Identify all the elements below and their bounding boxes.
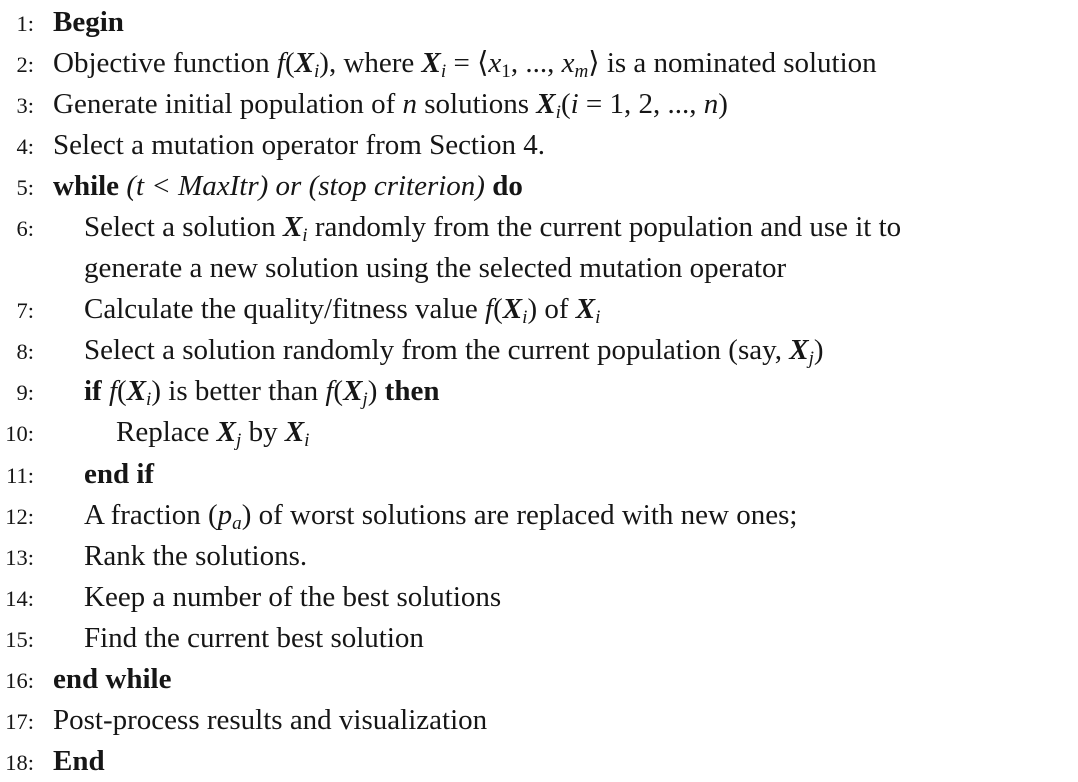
line-text-segment: solutions (417, 88, 537, 121)
line-text-segment: ( (284, 47, 295, 80)
line-text-segment: $p_a$ (217, 498, 242, 534)
line-text-segment: End (53, 744, 105, 777)
algorithm-line (0, 536, 1078, 577)
line-text-segment: Objective function (53, 47, 277, 80)
line-content (84, 293, 601, 329)
line-text-segment: do (492, 170, 523, 203)
algorithm-line (0, 454, 1078, 495)
line-text-segment: n (402, 88, 418, 121)
line-content (84, 540, 307, 572)
line-text-segment: Select a mutation operator from Section 4. (53, 129, 546, 162)
line-number: 13: (5, 544, 34, 570)
line-content (53, 88, 728, 123)
line-number: 4: (16, 134, 34, 160)
line-number: 14: (5, 585, 34, 611)
line-text-segment: $X_i$ (126, 375, 152, 411)
line-text-segment: $X_i$ (284, 416, 310, 452)
math-subscript: a (232, 512, 242, 534)
line-text-segment: Rank the solutions. (84, 539, 308, 572)
line-content (116, 416, 310, 452)
line-text-segment: ) of (527, 293, 576, 326)
math-subscript: i (595, 307, 601, 329)
math-subscript: i (440, 60, 447, 82)
line-text-segment: $x_m$ (561, 47, 589, 82)
math-subscript: i (555, 101, 561, 123)
line-text-segment: ( (117, 375, 127, 408)
algorithm-line (0, 741, 1078, 782)
line-content (53, 6, 124, 38)
algorithm-line (0, 618, 1078, 659)
line-text-segment: ), where (319, 47, 422, 80)
line-text-segment: then (384, 375, 440, 408)
line-text-segment: ( (560, 88, 571, 121)
math-subscript: 1 (501, 60, 511, 82)
algorithm-line (0, 125, 1078, 166)
algorithm-line (0, 166, 1078, 207)
line-number: 18: (5, 749, 34, 775)
line-text-segment: Replace (116, 416, 217, 449)
algorithm-line (0, 2, 1078, 43)
algorithm-line (0, 700, 1078, 741)
line-text-segment: ( (493, 293, 503, 326)
math-subscript: i (302, 225, 308, 247)
math-subscript: i (146, 389, 152, 411)
line-text-segment: end while (53, 662, 172, 695)
algorithm-line (0, 207, 1078, 248)
line-text-segment: $X_i$ (536, 88, 561, 123)
line-content (84, 375, 440, 411)
line-text-segment: end if (84, 457, 155, 490)
line-number: 5: (16, 175, 34, 201)
line-number: 11: (6, 462, 34, 488)
line-content (53, 663, 171, 695)
line-text-segment: ( (333, 375, 344, 408)
line-number: 10: (5, 421, 34, 447)
line-text-segment: ) (367, 375, 385, 408)
line-content (84, 498, 798, 534)
line-content (53, 129, 545, 161)
line-content (53, 170, 523, 202)
math-subscript: j (808, 348, 814, 370)
line-text-segment: $X_j$ (789, 334, 814, 370)
line-number: 1: (16, 11, 34, 36)
line-text-segment: Begin (53, 6, 124, 38)
line-text-segment: $X_i$ (421, 47, 447, 82)
line-text-segment: Select a solution randomly from the current population (say, (84, 334, 790, 367)
line-text-segment: Select a solution (84, 211, 283, 244)
line-text-segment: by (241, 416, 285, 449)
line-text-segment: ) (813, 334, 824, 367)
line-content (84, 622, 424, 654)
algorithm-line (0, 330, 1078, 371)
line-text-segment: $x_1$ (488, 47, 511, 82)
line-text-segment: f (325, 375, 334, 408)
line-content (53, 704, 487, 736)
line-number: 7: (16, 298, 34, 324)
line-text-segment: $X_i$ (575, 293, 601, 329)
algorithm-line (0, 289, 1078, 330)
line-text-segment: , ..., (510, 47, 562, 80)
line-content (53, 47, 877, 82)
line-number: 8: (16, 339, 34, 365)
line-text-segment: = ⟨ (446, 47, 489, 80)
line-text-segment: f (108, 375, 118, 408)
line-text-segment: while (53, 170, 120, 203)
algorithm-line (0, 495, 1078, 536)
algorithm-line (0, 659, 1078, 700)
line-text-segment: ) is better than (151, 375, 326, 408)
math-subscript: i (304, 430, 310, 452)
algorithm-line (0, 371, 1078, 412)
line-number: 15: (5, 626, 34, 652)
line-number: 2: (16, 52, 34, 78)
line-content (84, 211, 902, 247)
line-text-segment: ) of worst solutions are replaced with new ones; (241, 498, 798, 531)
math-subscript: m (574, 60, 589, 82)
line-text-segment: n (703, 88, 719, 121)
math-subscript: j (362, 389, 368, 411)
line-content (84, 458, 154, 490)
math-subscript: i (522, 307, 528, 329)
line-text-segment: $X_j$ (216, 416, 242, 452)
line-text-segment: if (84, 375, 109, 408)
line-content (84, 334, 824, 370)
algorithm-line (0, 84, 1078, 125)
line-text-segment: A fraction ( (84, 498, 218, 531)
algorithm-line (0, 577, 1078, 618)
line-text-segment: Find the current best solution (84, 621, 424, 654)
math-subscript: i (313, 60, 320, 82)
line-number: 16: (5, 667, 34, 693)
algorithm-line (0, 43, 1078, 84)
line-text-segment: Calculate the quality/fitness value (84, 293, 486, 326)
line-number: 17: (5, 708, 34, 734)
line-content (53, 745, 105, 777)
line-text-segment: i (570, 88, 579, 121)
line-text-segment: ⟩ is a nominated solution (588, 47, 877, 80)
line-text-segment: ) (718, 88, 728, 121)
line-number: 9: (16, 380, 34, 406)
math-subscript: j (235, 430, 242, 452)
algorithm-line (0, 248, 1078, 289)
line-text-segment: = 1, 2, ..., (578, 88, 704, 121)
line-content (84, 581, 501, 613)
algorithm-line (0, 412, 1078, 453)
line-text-segment: generate a new solution using the selected mutation operator (84, 252, 787, 285)
line-text-segment: Post-process results and visualization (53, 703, 488, 736)
line-text-segment: randomly from the current population and use it to (307, 211, 902, 244)
line-text-segment: f (276, 47, 285, 80)
line-text-segment: $X_i$ (282, 211, 308, 247)
line-number: 6: (16, 216, 34, 242)
line-text-segment: $X_j$ (343, 375, 368, 411)
line-content (84, 252, 786, 284)
line-number: 12: (5, 503, 34, 529)
line-text-segment: Keep a number of the best solutions (84, 580, 502, 613)
line-text-segment: Generate initial population of (53, 88, 403, 121)
line-number: 3: (16, 93, 34, 119)
line-text-segment: f (485, 293, 494, 326)
line-text-segment: (t < MaxItr) or (stop criterion) (126, 170, 485, 203)
line-text-segment: $X_i$ (294, 47, 320, 82)
line-text-segment: $X_i$ (502, 293, 528, 329)
